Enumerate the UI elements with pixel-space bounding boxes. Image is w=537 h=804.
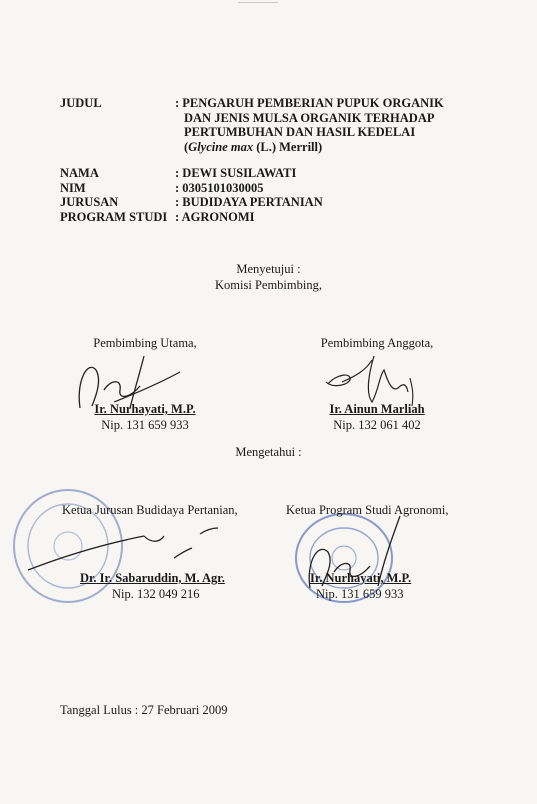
approval-heading (0, 261, 537, 293)
jurusan-row (60, 195, 475, 210)
ketua-jurusan-title: Ketua Jurusan Budidaya Pertanian, (62, 503, 238, 517)
judul-latin-suffix: (L.) Merrill) (253, 139, 323, 154)
judul-line-3: PERTUMBUHAN DAN HASIL KEDELAI (184, 125, 416, 139)
approval-line-1: Menyetujui : (236, 262, 301, 276)
pembimbing-anggota-signature (322, 352, 422, 412)
judul-latin-prefix: ( (184, 139, 189, 154)
pembimbing-utama-nip: Nip. 131 659 933 (101, 418, 189, 432)
judul-latin-name: Glycine max (188, 139, 254, 154)
approval-line-2: Komisi Pembimbing, (215, 278, 322, 292)
judul-value (175, 96, 475, 154)
nama-label: NAMA (60, 166, 99, 180)
pembimbing-anggota-title: Pembimbing Anggota, (320, 336, 434, 350)
nama-row (60, 166, 475, 181)
scan-mark (238, 2, 278, 3)
pembimbing-anggota-name: Ir. Ainun Marliah (329, 402, 425, 416)
pembimbing-utama-title: Pembimbing Utama, (93, 336, 197, 350)
prodi-label: PROGRAM STUDI (60, 209, 168, 224)
judul-line-1: : PENGARUH PEMBERIAN PUPUK ORGANIK (175, 96, 444, 110)
pembimbing-anggota-nip: Nip. 132 061 402 (333, 418, 421, 432)
judul-label: JUDUL (60, 96, 102, 110)
ketua-prodi-signature (300, 512, 420, 592)
nama-value: : DEWI SUSILAWATI (175, 166, 297, 180)
graduation-date: Tanggal Lulus : 27 Februari 2009 (60, 703, 228, 717)
jurusan-label: JURUSAN (60, 195, 119, 209)
pembimbing-utama-signature (74, 350, 184, 412)
prodi-value: : AGRONOMI (175, 209, 255, 224)
ketua-jurusan-name: Dr. Ir. Sabaruddin, M. Agr. (80, 571, 225, 585)
ketua-jurusan-signature (24, 522, 224, 582)
judul-row (60, 96, 475, 154)
ketua-prodi-nip: Nip. 131 659 933 (316, 587, 404, 601)
prodi-row (60, 210, 475, 225)
pembimbing-utama-name: Ir. Nurhayati, M.P. (94, 402, 196, 416)
nim-row (60, 181, 475, 196)
jurusan-value: : BUDIDAYA PERTANIAN (175, 195, 323, 209)
ketua-prodi-title: Ketua Program Studi Agronomi, (286, 503, 449, 517)
nim-value: : 0305101030005 (175, 180, 264, 195)
judul-line-2: DAN JENIS MULSA ORGANIK TERHADAP (184, 110, 435, 125)
mengetahui-heading: Mengetahui : (235, 445, 302, 459)
nim-label: NIM (60, 180, 86, 195)
ketua-jurusan-nip: Nip. 132 049 216 (112, 587, 200, 601)
ketua-prodi-name: Ir. Nurhayati, M.P. (310, 571, 412, 585)
thesis-info-table (60, 96, 475, 224)
judul-line-4 (175, 140, 475, 155)
